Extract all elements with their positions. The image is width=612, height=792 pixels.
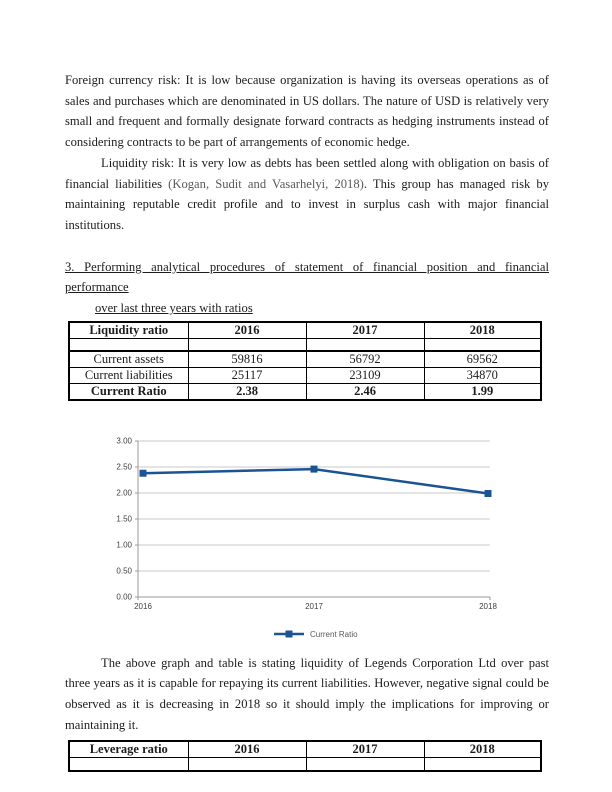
series-marker — [140, 469, 147, 476]
table-cell: 59816 — [188, 351, 306, 368]
table-cell — [424, 758, 541, 771]
table-cell — [424, 339, 541, 351]
liquidity-risk-text: Liquidity risk: It is very low as debts has been settled along with obligation on basis of financial liabilities — [65, 155, 549, 191]
table-header-row — [69, 322, 541, 339]
y-axis-tick-label: 3.00 — [116, 436, 132, 446]
header-cell: 2016 — [188, 741, 306, 758]
header-cell: 2018 — [424, 322, 541, 339]
table-cell — [188, 758, 306, 771]
series-line-current-ratio — [143, 469, 488, 493]
table-cell: 1.99 — [424, 383, 541, 400]
y-axis-tick-label: 1.00 — [116, 540, 132, 550]
series-marker — [485, 490, 492, 497]
current-ratio-chart — [98, 427, 530, 649]
header-cell: 2017 — [306, 741, 424, 758]
table-cell: Current liabilities — [69, 367, 188, 383]
header-cell: Leverage ratio — [69, 741, 188, 758]
section-heading-line2: over last three years with ratios — [95, 301, 253, 316]
paragraph-liquidity-risk — [65, 153, 549, 236]
table-header-row — [69, 741, 541, 758]
table-cell: 2.46 — [306, 383, 424, 400]
legend-label: Current Ratio — [310, 629, 358, 639]
page-content — [65, 70, 549, 772]
table-row-current-liabilities — [69, 367, 541, 383]
table-cell: Current assets — [69, 351, 188, 368]
table-cell — [69, 758, 188, 771]
y-axis-tick-label: 2.50 — [116, 462, 132, 472]
table-cell — [69, 339, 188, 351]
table-cell: Current Ratio — [69, 383, 188, 400]
x-axis-tick-label: 2017 — [305, 601, 323, 611]
citation-kogan-sudit-vasarhelyi: (Kogan, Sudit and Vasarhelyi, 2018) — [168, 176, 364, 191]
table-cell — [306, 339, 424, 351]
table-cell — [188, 339, 306, 351]
header-cell: 2016 — [188, 322, 306, 339]
paragraph-analysis: The above graph and table is stating liquidity of Legends Corporation Ltd over past three years as it is capable for repaying its current liabilities. However, negative signal could be observed as it is decreasing in 2018 so it should imply the implications for improving or maintaining it. — [65, 655, 549, 732]
table-cell: 25117 — [188, 367, 306, 383]
x-axis-tick-label: 2018 — [479, 601, 497, 611]
section-heading — [65, 257, 549, 319]
current-ratio-chart-area — [98, 427, 530, 649]
y-axis-tick-label: 0.00 — [116, 592, 132, 602]
y-axis-tick-label: 1.50 — [116, 514, 132, 524]
table-row-current-assets — [69, 351, 541, 368]
table-cell: 34870 — [424, 367, 541, 383]
table-row-current-ratio — [69, 383, 541, 400]
table-cell: 56792 — [306, 351, 424, 368]
header-cell: 2018 — [424, 741, 541, 758]
header-cell: Liquidity ratio — [69, 322, 188, 339]
table-cell: 2.38 — [188, 383, 306, 400]
table-row — [69, 339, 541, 351]
table-cell: 23109 — [306, 367, 424, 383]
leverage-ratio-table — [68, 740, 542, 772]
y-axis-tick-label: 0.50 — [116, 566, 132, 576]
header-cell: 2017 — [306, 322, 424, 339]
liquidity-risk-text-after: . This group has managed risk by maintaining reputable credit profile and to invest in surplus cash with major financial institutions. — [65, 176, 549, 232]
table-row — [69, 758, 541, 771]
x-axis-tick-label: 2016 — [134, 601, 152, 611]
paragraph-foreign-currency-risk: Foreign currency risk: It is low because organization is having its overseas operations as of sales and purchases which are denominated in US dollars. The nature of USD is relatively very small and frequent and formally designate forward contracts as hedging instruments instead of considering contracts to be part of arrangements of economic hedge. — [65, 73, 549, 150]
section-heading-line1: 3. Performing analytical procedures of statement of financial position and financial performance — [65, 259, 549, 295]
legend-marker-icon — [286, 630, 293, 637]
table-cell — [306, 758, 424, 771]
series-marker — [311, 465, 318, 472]
y-axis-tick-label: 2.00 — [116, 488, 132, 498]
table-cell: 69562 — [424, 351, 541, 368]
liquidity-ratio-table — [68, 321, 542, 401]
